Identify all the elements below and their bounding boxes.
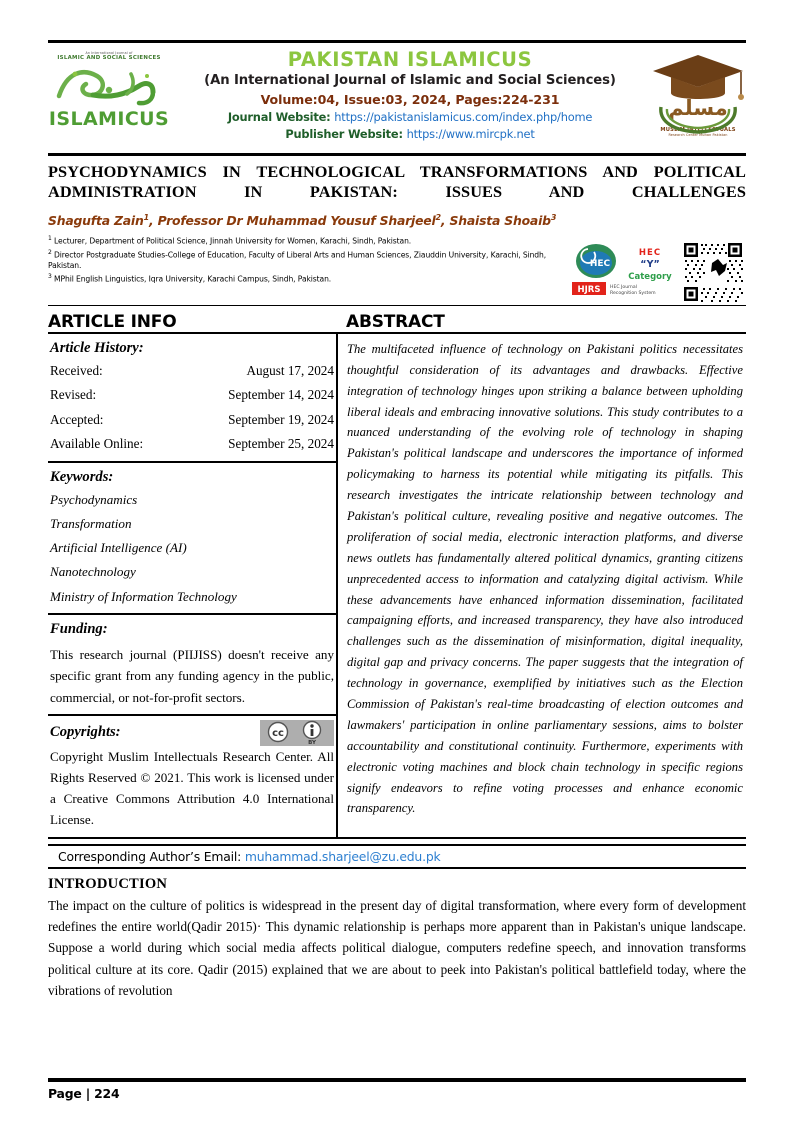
page-number: Page | 224 [48, 1086, 120, 1101]
history-row [50, 363, 334, 379]
page-footer [48, 1078, 746, 1101]
paper-title: PSYCHODYNAMICS IN TECHNOLOGICAL TRANSFORMATIONS AND POLITICAL ADMINISTRATION IN PAKISTAN: ISSUES AND CHALLENGES [48, 162, 746, 201]
article-history-box [48, 332, 336, 463]
copyrights-box [48, 716, 336, 839]
copyrights-text: Copyright Muslim Intellectuals Research Center. All Rights Reserved © 2021. This work is licensed under a Creative Commons Attribution 4.0 International License. [50, 748, 334, 828]
history-row [50, 387, 334, 403]
svg-text:“Y”: “Y” [640, 258, 660, 270]
islamicus-logo-tagline: An International Journal of [85, 51, 133, 55]
history-value: August 17, 2024 [246, 362, 334, 378]
qr-code-icon[interactable] [682, 241, 744, 303]
keyword-item: Transformation [50, 515, 132, 531]
svg-text:HEC Journal: HEC Journal [610, 284, 637, 290]
corresponding-author-bar [48, 844, 746, 869]
publisher-website-link[interactable]: https://www.mircpk.net [406, 127, 535, 142]
affiliation-item: $^3$ MPhil English Linguistics, Iqra University, Karachi Campus, Sindh, Pakistan. [48, 273, 332, 284]
history-value: September 25, 2024 [228, 435, 334, 451]
history-label: Revised: [50, 387, 97, 403]
svg-text:HEC: HEC [638, 247, 662, 258]
keyword-item: Artificial Intelligence (AI) [50, 540, 187, 556]
abstract-text: The multifaceted influence of technology on Pakistani politics necessitates thoughtful consideration of its advantages and drawbacks. Effective integration of technology hinges upon striking a balance between upholding liberal ideals and embracing innovative solutions. This study contributes to a nuanced understanding of the evolving role of technology in shaping Pakistan's political landscape and underscores the importance of informed policymaking to harness its potential while mitigating its pitfalls. This research investigates the intricate relationship between technology and Pakistan's political culture, revealing positive and negative outcomes. The proliferation of social media, electronic interaction platforms, and diverse news outlets has fundamentally altered political dynamics, granting citizens unprecedented access to information and catalyzing digital activism. While these advancements have enhanced information dissemination, facilitated campaigning efforts, and increased transparency, they have also introduced challenges such as the dissemination of misinformation, digital inequality, digital gap and privacy concerns. The paper suggests that the integration of technology in governance, exemplified by initiatives such as the Election Commission of Pakistan's real-time broadcasting of election outcomes and lawmakers' participation in online parliamentary sessions, aims to bolster accountability and constitutional continuity. Furthermore, experiments with electronic voting machines and block chain technology in specific regions signify endeavors to refine voting processes and enhance economic transparency. [347, 341, 743, 816]
journal-masthead [48, 40, 746, 153]
history-row [50, 412, 334, 428]
history-label: Accepted: [50, 411, 104, 427]
svg-text:HJRS: HJRS [577, 284, 601, 295]
mirc-logo [650, 47, 746, 137]
svg-text:مسلم: مسلم [668, 96, 728, 120]
article-history-heading: Article History: [50, 339, 144, 356]
publisher-website-row [170, 127, 650, 141]
mirc-name: MUSLIM INTELLECTUALS [660, 127, 736, 133]
history-value: September 14, 2024 [228, 387, 334, 403]
publisher-website-label: Publisher Website: [285, 127, 403, 142]
recognition-badges [570, 235, 746, 303]
creative-commons-by-icon[interactable] [260, 720, 334, 746]
journal-subtitle: (An International Journal of Islamic and Social Sciences) [204, 73, 616, 89]
svg-text:cc: cc [272, 727, 284, 739]
svg-text:Category: Category [628, 271, 672, 282]
introduction-text: The impact on the culture of politics is widespread in the present day of digital transformation, where every form of development redefines the entire world(Qadir 2015)· This dynamic relationship is perhaps more apparent than in Pakistan's unique landscape. Suppose a world during which social media affects political dialogue, computers redefine speech, and innovation transforms political culture at its core. Qadir (2015) explained that we are about to peek into Pakistan's political battlefield today, where the vibrations of revolution [48, 897, 746, 999]
affiliation-item: $^2$ Director Postgraduate Studies-College of Education, Faculty of Liberal Arts and Human Sciences, Ziauddin University, Karachi, Sindh, Pakistan. [48, 248, 547, 270]
introduction-heading: INTRODUCTION [48, 875, 168, 892]
copyrights-heading: Copyrights: [50, 724, 121, 741]
hec-category-badge [570, 241, 676, 302]
journal-website-row [170, 110, 650, 124]
header-section-rule [48, 305, 746, 306]
author-names: Shagufta Zain$^1$, Professor Dr Muhammad Yousuf Sharjeel$^2$, Shaista Shoaib$^3$ [48, 212, 557, 228]
journal-website-label: Journal Website: [227, 110, 331, 125]
islamicus-wordmark: ISLAMICUS [48, 108, 170, 131]
article-info-heading: ARTICLE INFO [48, 311, 177, 332]
journal-title: PAKISTAN ISLAMICUS [287, 48, 533, 71]
affiliation-row [48, 235, 746, 303]
history-label: Available Online: [50, 435, 144, 451]
funding-text: This research journal (PIIJISS) doesn't receive any specific grant from any funding agency in the public, commercial, or not-for-profit sectors. [50, 647, 334, 705]
abstract-heading: ABSTRACT [346, 311, 445, 332]
mirc-subtitle: Research Center Multan Pakistan [668, 133, 728, 137]
corresponding-author-label: Corresponding Author’s Email: [58, 848, 242, 864]
document-sheet [48, 40, 746, 1002]
info-abstract-columns [48, 332, 746, 839]
history-row [50, 436, 334, 452]
affiliation-text: MPhil English Linguistics, Iqra University, Karachi Campus, Sindh, Pakistan. [54, 274, 332, 284]
graduation-cap-icon [651, 49, 745, 137]
keywords-heading: Keywords: [50, 468, 114, 485]
arabic-calligraphy-icon [53, 62, 165, 112]
affiliation-list [48, 235, 570, 303]
funding-heading: Funding: [50, 621, 108, 638]
history-value: September 19, 2024 [228, 411, 334, 427]
islamicus-logo-subtitle: ISLAMIC AND SOCIAL SCIENCES [57, 55, 161, 62]
column-headings [48, 312, 746, 332]
masthead-center [170, 47, 650, 141]
journal-website-link[interactable]: https://pakistanislamicus.com/index.php/home [334, 110, 593, 125]
corresponding-author-email[interactable]: muhammad.sharjeel@zu.edu.pk [244, 848, 441, 864]
copyrights-heading-row [50, 720, 334, 746]
history-label: Received: [50, 362, 103, 378]
affiliation-text: Lecturer, Department of Political Science, Jinnah University for Women, Karachi, Sindh, Pakistan. [54, 236, 412, 246]
keyword-item: Nanotechnology [50, 564, 136, 580]
svg-text:HEC: HEC [589, 258, 611, 269]
keywords-box [48, 463, 336, 616]
affiliation-text: Director Postgraduate Studies-College of Education, Faculty of Liberal Arts and Human Sciences, Ziauddin University, Karachi, Sindh, Pakistan. [48, 250, 547, 270]
article-info-column [48, 332, 336, 839]
islamicus-logo [48, 47, 170, 130]
keyword-item: Ministry of Information Technology [50, 588, 237, 604]
svg-text:Recognition System: Recognition System [610, 290, 656, 296]
masthead-bottom-rule [48, 153, 746, 156]
journal-volume-line: Volume:04, Issue:03, 2024, Pages:224-231 [260, 92, 560, 108]
abstract-column [336, 332, 746, 839]
funding-box [48, 615, 336, 716]
svg-text:BY: BY [308, 739, 316, 746]
affiliation-item: $^1$ Lecturer, Department of Political Science, Jinnah University for Women, Karachi, Sindh, Pakistan. [48, 234, 412, 246]
keyword-item: Psychodynamics [50, 491, 138, 507]
author-list [48, 213, 746, 228]
